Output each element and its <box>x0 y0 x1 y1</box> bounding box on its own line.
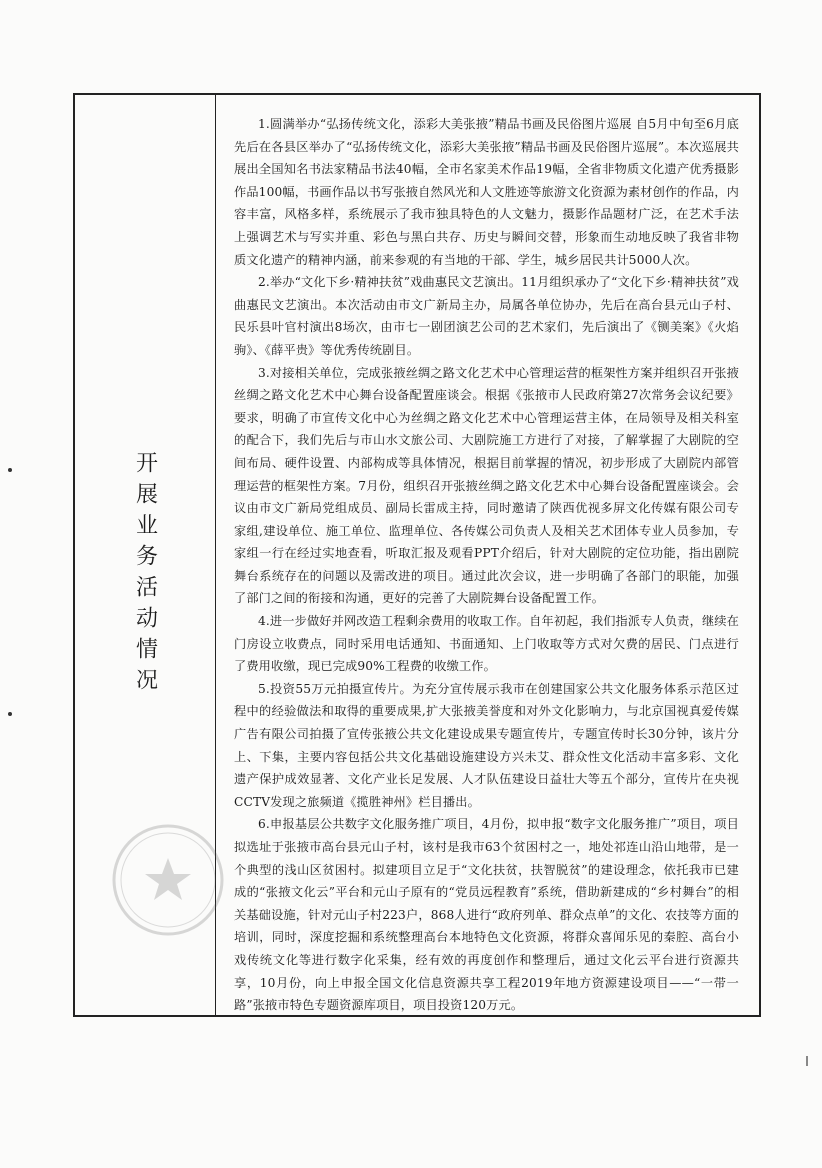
binding-hole <box>8 468 12 472</box>
content-cell <box>216 95 759 1015</box>
section-title: 开展业务活动情况 <box>132 451 158 699</box>
faded-seal-stamp <box>108 820 228 940</box>
paragraph-5: 5.投资55万元拍摄宣传片。为充分宣传展示我市在创建国家公共文化服务体系示范区过程中的经验做法和取得的重要成果,扩大张掖美誉度和对外文化影响力，与北京国视真爱传媒广告有限公司拍摄了宣传张掖公共文化建设成果专题宣传片，专题宣传时长30分钟，该片分上、下集，主要内容包括公共文化基础设施建设方兴未艾、群众性文化活动丰富多彩、文化遗产保护成效显著、文化产业长足发展、人才队伍建设日益壮大等五个部分，宣传片在央视CCTV发现之旅频道《揽胜神州》栏目播出。 <box>234 681 739 809</box>
paragraph-4: 4.进一步做好并网改造工程剩余费用的收取工作。自年初起，我们指派专人负责，继续在门房设立收费点，同时采用电话通知、书面通知、上门收取等方式对欠费的居民、门点进行了费用收缴，现已完成90%工程费的收缴工作。 <box>234 614 739 674</box>
paragraph-2: 2.举办“文化下乡·精神扶贫”戏曲惠民文艺演出。11月组织承办了“文化下乡·精神扶贫”戏曲惠民文艺演出。本次活动由市文广新局主办，局属各单位协办，先后在高台县元山子村、民乐县叶官村演出8场次，由市七一剧团演艺公司的艺术家们，先后演出了《铡美案》《火焰驹》、《薛平贵》等优秀传统剧目。 <box>234 275 739 357</box>
paragraph-6: 6.申报基层公共数字文化服务推广项目，4月份，拟申报“数字文化服务推广”项目，项目拟选址于张掖市高台县元山子村，该村是我市63个贫困村之一，地处祁连山沿山地带，是一个典型的浅山区贫困村。拟建项目立足于“文化扶贫，扶智脱贫”的建设理念，依托我市已建成的“张掖文化云”平台和元山子原有的“党员远程教育”系统，借助新建成的“乡村舞台”的相关基础设施，针对元山子村223户，868人进行“政府列单、群众点单”的文化、农技等方面的培训，同时，深度挖掘和系统整理高台本地特色文化资源，将群众喜闻乐见的秦腔、高台小戏传统文化等进行数字化采集，经有效的再度创作和整理后，通过文化云平台进行资源共享，10月份，向上申报全国文化信息资源共享工程2019年地方资源建设项目——“一带一路”张掖市特色专题资源库项目，项目投资120万元。 <box>234 817 739 1013</box>
paragraph-3: 3.对接相关单位，完成张掖丝绸之路文化艺术中心管理运营的框架性方案并组织召开张掖丝绸之路文化艺术中心舞台设备配置座谈会。根据《张掖市人民政府第27次常务会议纪要》要求，明确了市宣传文化中心为丝绸之路文化艺术中心管理运营主体，在局领导及相关科室的配合下，我们先后与市山水文旅公司、大剧院施工方进行了对接，了解掌握了大剧院的空间布局、硬件设置、内部构成等具体情况，根据目前掌握的情况，初步形成了大剧院内部管理运营的框架性方案。7月份，组织召开张掖丝绸之路文化艺术中心舞台设备配置座谈会。会议由市文广新局党组成员、副局长雷成主持，同时邀请了陕西优视多屏文化传媒有限公司专家组,建设单位、施工单位、监理单位、各传媒公司负责人及相关艺术团体专业人员参加，专家组一行在经过实地查看，听取汇报及观看PPT介绍后，针对大剧院的定位功能，指出剧院舞台系统存在的问题以及需改进的项目。通过此次会议，进一步明确了各部门的职能，加强了部门之间的衔接和沟通，更好的完善了大剧院舞台设备配置工作。 <box>234 365 739 606</box>
binding-hole <box>8 712 12 716</box>
paragraph-1: 1.圆满举办“弘扬传统文化，添彩大美张掖”精品书画及民俗图片巡展 自5月中旬至6月底先后在各县区举办了“弘扬传统文化，添彩大美张掖”精品书画及民俗图片巡展”。本次巡展共展出全国知名书法家精品书法40幅，全市名家美术作品19幅，全省非物质文化遗产优秀摄影作品100幅，书画作品以书写张掖自然风光和人文胜迹等旅游文化资源为素材创作的作品，内容丰富，风格多样，系统展示了我市独具特色的人文魅力，摄影作品题材广泛，在艺术手法上强调艺术与写实并重、彩色与黑白共存、历史与瞬间交替，形象而生动地反映了我省非物质文化遗产的精神内涵，前来参观的有当地的干部、学生，城乡居民共计5000人次。 <box>234 117 739 267</box>
scan-edge-mark <box>806 1056 808 1066</box>
